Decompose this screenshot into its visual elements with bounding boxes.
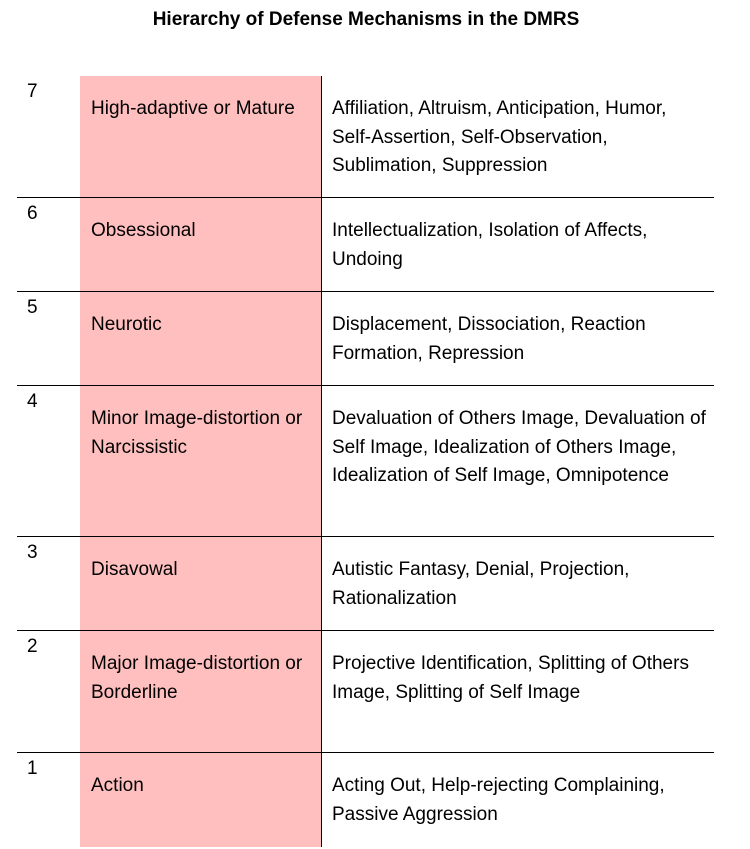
table-row bbox=[17, 76, 714, 198]
category-label: Disavowal bbox=[91, 559, 178, 580]
category-label: Neurotic bbox=[91, 314, 162, 335]
table-row bbox=[17, 198, 714, 292]
mechanisms-list: Autistic Fantasy, Denial, Projection, Rationalization bbox=[332, 559, 630, 609]
category-label: Obsessional bbox=[91, 220, 196, 241]
table-row bbox=[17, 292, 714, 386]
level-number: 7 bbox=[27, 81, 38, 102]
level-number: 4 bbox=[27, 391, 38, 412]
mechanisms-list: Displacement, Dissociation, Reaction Formation, Repression bbox=[332, 314, 646, 364]
mechanisms-list: Projective Identification, Splitting of Others Image, Splitting of Self Image bbox=[332, 653, 689, 703]
mechanisms-list: Devaluation of Others Image, Devaluation of Self Image, Idealization of Others Image, Idealization of Self Image, Omnipotence bbox=[332, 408, 706, 486]
mechanisms-list: Affiliation, Altruism, Anticipation, Humor, Self-Assertion, Self-Observation, Sublimation, Suppression bbox=[332, 98, 667, 176]
table-row bbox=[17, 753, 714, 847]
mechanisms-list: Acting Out, Help-rejecting Complaining, Passive Aggression bbox=[332, 775, 665, 825]
category-label: Action bbox=[91, 775, 144, 796]
table-row bbox=[17, 386, 714, 537]
table-title: Hierarchy of Defense Mechanisms in the DMRS bbox=[152, 9, 580, 30]
level-number: 1 bbox=[27, 758, 38, 779]
category-label: Minor Image-distortion or Narcissistic bbox=[91, 408, 303, 458]
level-number: 2 bbox=[27, 636, 38, 657]
level-number: 5 bbox=[27, 297, 38, 318]
level-number: 6 bbox=[27, 203, 38, 224]
mechanisms-list: Intellectualization, Isolation of Affects, Undoing bbox=[332, 220, 648, 270]
table-row bbox=[17, 537, 714, 631]
category-label: High-adaptive or Mature bbox=[91, 98, 295, 119]
category-label: Major Image-distortion or Borderline bbox=[91, 653, 303, 703]
table-row bbox=[17, 631, 714, 753]
level-number: 3 bbox=[27, 542, 38, 563]
